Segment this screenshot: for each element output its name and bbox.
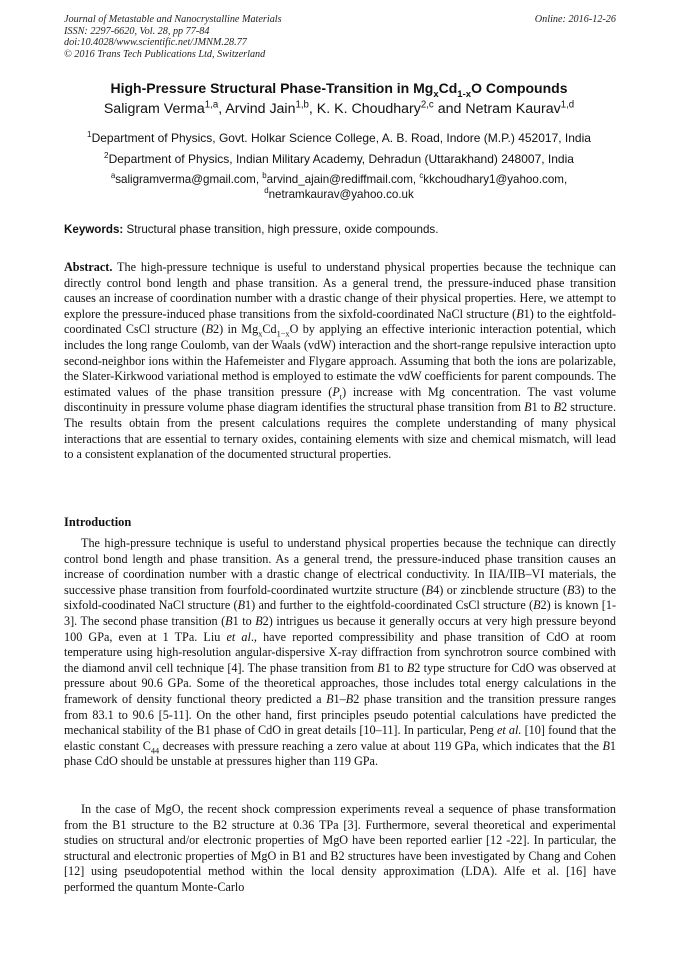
- introduction-heading: Introduction: [64, 515, 132, 529]
- journal-header: [64, 14, 616, 60]
- introduction-paragraph-1: The high-pressure technique is useful to understand physical properties because the technique can directly control bond length and phase transition. As a general trend, the pressure-induced phase transition causes an increase of coordination number with a drastic change of electrical conductivity. In IIA/IIB–VI materials, the successive phase transition from fourfold-coordinated wurtzite structure (B4) or zincblende structure (B3) to the sixfold-coodinated NaCl structure (B1) and further to the eightfold-coordinated CsCl structure (B2) is known [1-3]. The second phase transition (B1 to B2) intrigues us because it generally occurs at very high pressure beyond 100 GPa, even at 1 TPa. Liu et al., have reported compressibility and phase transition of CdO at room temperature using high-resolution angular-dispersive X-ray diffraction from synchrotron source combined with the diamond anvil cell technique [4]. The phase transition from B1 to B2 type structure for CdO was observed at pressure about 90.6 GPa. Some of the theoretical approaches, those includes total energy calculations in the framework of density functional theory predicted a B1–B2 phase transition and the transition pressure ranges from 83.1 to 90.6 [5-11]. On the other hand, first principles pseudo potential calculations have predicted the mechanical stability of the B1 phase of CdO in great details [10–11]. In particular, Peng et al. [10] found that the elastic constant $C_{44}$ decreases with pressure reaching a zero value at about 119 GPa, which indicates that the B1 phase CdO should be unstable at pressures higher than 119 GPa.: [64, 536, 617, 769]
- author-affiliation-mark: 2,c: [420, 99, 434, 111]
- keywords: [64, 223, 616, 237]
- journal-copyright: © 2016 Trans Tech Publications Ltd, Switzerland: [64, 48, 266, 60]
- affiliation-2: $^2$Department of Physics, Indian Military Academy, Dehradun (Uttarakhand) 248007, India: [104, 151, 574, 166]
- abstract: Abstract. The high-pressure technique is useful to understand physical properties because the technique can directly control bond length and phase transition. As a general trend, the pressure-induced phase transition causes an increase of coordination number with a drastic change of their physical properties. Here, we attempt to explore the pressure-induced phase transitions from the sixfold-coordinated NaCl structure (B1) to the eightfold-coordinated CsCl structure (B2) in $Mg_xCd_{1-x}O$ by applying an effective interionic interaction potential, which includes the long range Coulomb, van der Waals (vdW) interaction and the short-range repulsive interaction upto second-neighbor ions within the Hafemeister and Flygare approach. Assuming that both the ions are polarizable, the Slater-Kirkwood variational method is employed to estimate the vdW coefficients for parent compounds. The estimated values of the phase transition pressure $(P_t)$ increase with Mg concentration. The vast volume discontinuity in pressure volume phase diagram identifies the structural phase transition from B1 to B2 structure. The results obtain from the present calculations requires the complete understanding of many physical interactions that are essential to ternary oxides, containing elements with size and chemical mismatch, will lead to a consistent explanation of the documented structural properties.: [64, 260, 616, 462]
- author-name: K. K. Choudhary: [316, 101, 421, 117]
- author-emails: $^a$saligramverma@gmail.com, $^b$arvind_ajain@rediffmail.com, $^c$kkchoudhary1@yahoo.com, $^d$netramkaurav@yahoo.co.uk: [110, 171, 568, 201]
- author-affiliation-mark: 1,d: [560, 99, 575, 111]
- journal-name: Journal of Metastable and Nanocrystalline Materials: [64, 14, 282, 25]
- abstract-label: Abstract.: [64, 260, 113, 274]
- author-list: Saligram Verma$^{1,a}$, Arvind Jain$^{1,b}$, K. K. Choudhary$^{2,c}$ and Netram Kaurav$^{1,d}$: [103, 99, 575, 117]
- author-name: Saligram Verma: [103, 101, 205, 117]
- keywords-text: Structural phase transition, high pressure, oxide compounds.: [123, 223, 439, 236]
- email-link[interactable]: saligramverma@gmail.com,: [115, 173, 263, 186]
- author-name: Netram Kaurav: [465, 101, 561, 117]
- keywords-label: Keywords:: [64, 223, 124, 236]
- email-link[interactable]: netramkaurav@yahoo.co.uk: [268, 187, 414, 201]
- email-link[interactable]: kkchoudhary1@yahoo.com,: [423, 173, 568, 186]
- paper-title: High-Pressure Structural Phase-Transition in $Mg_xCd_{1-x}O$ Compounds: [110, 80, 568, 100]
- affiliation-1: $^1$Department of Physics, Govt. Holkar Science College, A. B. Road, Indore (M.P.) 452017, India: [87, 130, 591, 145]
- journal-issn: ISSN: 2297-6620, Vol. 28, pp 77-84: [64, 25, 210, 37]
- email-link[interactable]: arvind_ajain@rediffmail.com,: [266, 173, 420, 186]
- author-affiliation-mark: 1,b: [295, 99, 309, 111]
- introduction-paragraph-2: In the case of MgO, the recent shock compression experiments reveal a sequence of phase transformation from the B1 structure to the B2 structure at 0.36 TPa [3]. Furthermore, several theoretical and experimental studies on structural and/or electronic properties of MgO have been reported earlier [12 -22]. In particular, the structural and electronic properties of MgO in B1 and B2 structures have been investigated by Chang and Cohen [12] using pseudopotential method within the local density approximation (LDA). Alfe et al. [16] have performed the quantum Monte-Carlo: [64, 802, 616, 894]
- author-affiliation-mark: 1,a: [204, 99, 219, 111]
- journal-doi: doi:10.4028/www.scientific.net/JMNM.28.77: [64, 37, 247, 49]
- online-date: Online: 2016-12-26: [534, 14, 616, 25]
- author-name: Arvind Jain: [225, 101, 296, 117]
